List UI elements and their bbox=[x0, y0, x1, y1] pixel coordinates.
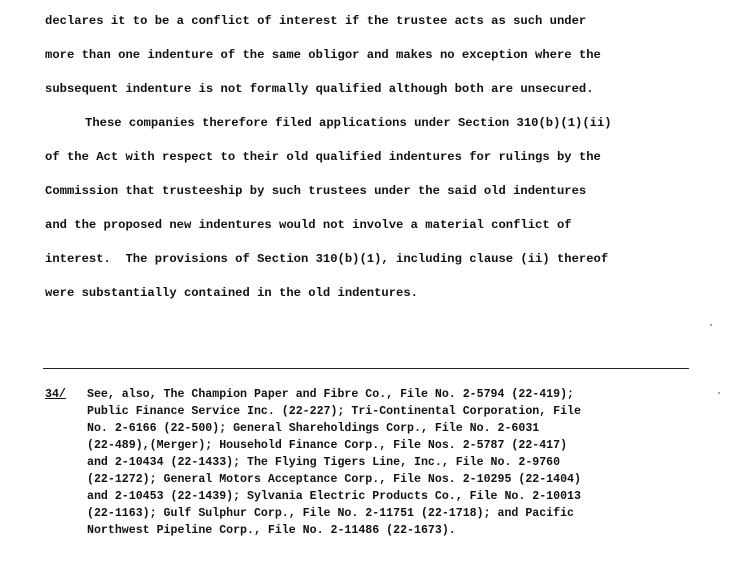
footnote-line: See, also, The Champion Paper and Fibre Co., File No. 2-5794 (22-419); bbox=[87, 388, 575, 401]
footnote-line: and 2-10434 (22-1433); The Flying Tigers Line, Inc., File No. 2-9760 bbox=[87, 456, 561, 469]
footnote-marker: 34/ bbox=[45, 388, 66, 401]
scan-speck bbox=[718, 392, 720, 394]
footnote-line: (22-1163); Gulf Sulphur Corp., File No. 2-11751 (22-1718); and Pacific bbox=[87, 507, 575, 520]
footnote-line: (22-1272); General Motors Acceptance Corp., File Nos. 2-10295 (22-1404) bbox=[87, 473, 581, 486]
footnote-line: Public Finance Service Inc. (22-227); Tri-Continental Corporation, File bbox=[87, 405, 581, 418]
footnote-text bbox=[87, 386, 707, 539]
footnote-divider bbox=[43, 368, 689, 369]
body-line: Commission that trusteeship by such trustees under the said old indentures bbox=[45, 184, 587, 198]
body-line: more than one indenture of the same obligor and makes no exception where the bbox=[45, 48, 601, 62]
body-line: interest. The provisions of Section 310(b)(1), including clause (ii) thereof bbox=[45, 252, 609, 266]
body-paragraphs bbox=[45, 10, 715, 316]
body-line: These companies therefore filed applications under Section 310(b)(1)(ii) bbox=[85, 116, 612, 130]
footnote-line: and 2-10453 (22-1439); Sylvania Electric Products Co., File No. 2-10013 bbox=[87, 490, 581, 503]
body-line: of the Act with respect to their old qualified indentures for rulings by the bbox=[45, 150, 601, 164]
footnote-line: No. 2-6166 (22-500); General Shareholdings Corp., File No. 2-6031 bbox=[87, 422, 540, 435]
footnote-line: Northwest Pipeline Corp., File No. 2-11486 (22-1673). bbox=[87, 524, 456, 537]
body-line: were substantially contained in the old indentures. bbox=[45, 286, 418, 300]
body-line: and the proposed new indentures would not involve a material conflict of bbox=[45, 218, 572, 232]
body-line: subsequent indenture is not formally qualified although both are unsecured. bbox=[45, 82, 594, 96]
footnote-line: (22-489),(Merger); Household Finance Corp., File Nos. 2-5787 (22-417) bbox=[87, 439, 568, 452]
scan-speck bbox=[710, 324, 712, 326]
body-line: declares it to be a conflict of interest if the trustee acts as such under bbox=[45, 14, 587, 28]
